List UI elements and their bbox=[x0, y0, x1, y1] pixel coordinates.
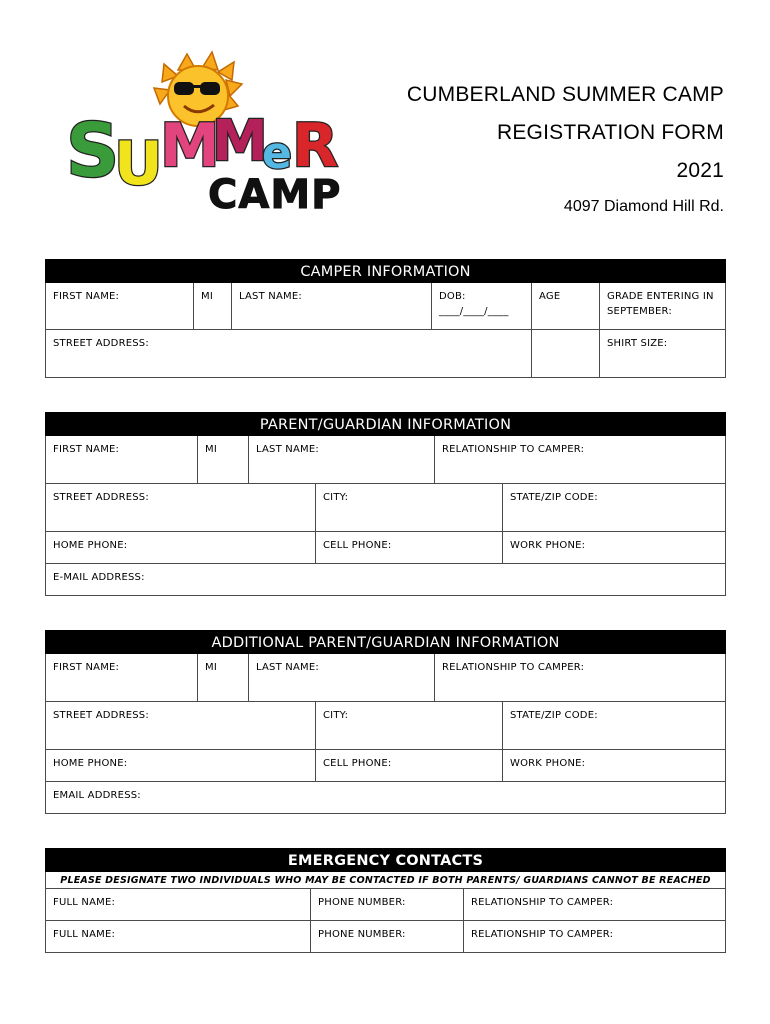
additional-parent-guardian-section bbox=[45, 630, 726, 814]
camper-first-name-field[interactable]: FIRST NAME: bbox=[46, 283, 194, 330]
additional-first-name-field[interactable]: FIRST NAME: bbox=[46, 654, 198, 702]
form-year: 2021 bbox=[676, 159, 724, 182]
form-name: REGISTRATION FORM bbox=[496, 121, 724, 144]
additional-state-zip-field[interactable]: STATE/ZIP CODE: bbox=[503, 702, 726, 750]
parent-guardian-section bbox=[45, 412, 726, 596]
camper-dob-field[interactable] bbox=[432, 283, 532, 330]
camp-address: 4097 Diamond Hill Rd. bbox=[563, 198, 724, 215]
dob-blank: ____/____/____ bbox=[439, 306, 509, 317]
dob-label: DOB: bbox=[439, 291, 466, 302]
parent-home-phone-field[interactable]: HOME PHONE: bbox=[46, 532, 316, 564]
emergency-2-full-name-field[interactable]: FULL NAME: bbox=[46, 921, 311, 953]
camper-information-section bbox=[45, 259, 726, 378]
parent-state-zip-field[interactable]: STATE/ZIP CODE: bbox=[503, 484, 726, 532]
camper-section-title: CAMPER INFORMATION bbox=[46, 260, 726, 283]
emergency-1-phone-field[interactable]: PHONE NUMBER: bbox=[311, 889, 464, 921]
parent-work-phone-field[interactable]: WORK PHONE: bbox=[503, 532, 726, 564]
parent-city-field[interactable]: CITY: bbox=[316, 484, 503, 532]
additional-city-field[interactable]: CITY: bbox=[316, 702, 503, 750]
parent-section-title: PARENT/GUARDIAN INFORMATION bbox=[46, 413, 726, 436]
parent-cell-phone-field[interactable]: CELL PHONE: bbox=[316, 532, 503, 564]
parent-street-address-field[interactable]: STREET ADDRESS: bbox=[46, 484, 316, 532]
additional-last-name-field[interactable]: LAST NAME: bbox=[249, 654, 435, 702]
additional-mi-field[interactable]: MI bbox=[198, 654, 249, 702]
additional-street-address-field[interactable]: STREET ADDRESS: bbox=[46, 702, 316, 750]
camper-age-field[interactable]: AGE bbox=[532, 283, 600, 330]
svg-text:M: M bbox=[212, 109, 268, 174]
camp-name: CUMBERLAND SUMMER CAMP bbox=[406, 83, 724, 106]
camper-street-address-field[interactable]: STREET ADDRESS: bbox=[46, 330, 532, 378]
svg-text:e: e bbox=[262, 128, 292, 179]
emergency-1-relationship-field[interactable]: RELATIONSHIP TO CAMPER: bbox=[464, 889, 726, 921]
svg-text:S: S bbox=[66, 108, 120, 194]
camper-mi-field[interactable]: MI bbox=[194, 283, 232, 330]
summer-camp-logo bbox=[62, 48, 352, 218]
additional-section-title: ADDITIONAL PARENT/GUARDIAN INFORMATION bbox=[46, 631, 726, 654]
svg-text:U: U bbox=[114, 129, 163, 199]
additional-cell-phone-field[interactable]: CELL PHONE: bbox=[316, 750, 503, 782]
emergency-contacts-section bbox=[45, 848, 726, 953]
parent-relationship-field[interactable]: RELATIONSHIP TO CAMPER: bbox=[435, 436, 726, 484]
emergency-section-title: EMERGENCY CONTACTS bbox=[46, 849, 726, 872]
additional-relationship-field[interactable]: RELATIONSHIP TO CAMPER: bbox=[435, 654, 726, 702]
svg-text:CAMP: CAMP bbox=[208, 172, 342, 218]
svg-text:M: M bbox=[160, 111, 220, 181]
additional-email-field[interactable]: EMAIL ADDRESS: bbox=[46, 782, 726, 814]
emergency-2-relationship-field[interactable]: RELATIONSHIP TO CAMPER: bbox=[464, 921, 726, 953]
form-title-block bbox=[407, 76, 724, 218]
camper-grade-field[interactable]: GRADE ENTERING IN SEPTEMBER: bbox=[600, 283, 726, 330]
camper-shirt-size-field[interactable]: SHIRT SIZE: bbox=[600, 330, 726, 378]
camper-blank-cell bbox=[532, 330, 600, 378]
parent-email-field[interactable]: E-MAIL ADDRESS: bbox=[46, 564, 726, 596]
parent-last-name-field[interactable]: LAST NAME: bbox=[249, 436, 435, 484]
svg-text:R: R bbox=[292, 111, 339, 181]
parent-mi-field[interactable]: MI bbox=[198, 436, 249, 484]
parent-first-name-field[interactable]: FIRST NAME: bbox=[46, 436, 198, 484]
emergency-2-phone-field[interactable]: PHONE NUMBER: bbox=[311, 921, 464, 953]
additional-home-phone-field[interactable]: HOME PHONE: bbox=[46, 750, 316, 782]
emergency-instructions: PLEASE DESIGNATE TWO INDIVIDUALS WHO MAY BE CONTACTED IF BOTH PARENTS/ GUARDIANS CANNOT BE REACHED bbox=[46, 872, 726, 889]
camper-last-name-field[interactable]: LAST NAME: bbox=[232, 283, 432, 330]
emergency-1-full-name-field[interactable]: FULL NAME: bbox=[46, 889, 311, 921]
additional-work-phone-field[interactable]: WORK PHONE: bbox=[503, 750, 726, 782]
